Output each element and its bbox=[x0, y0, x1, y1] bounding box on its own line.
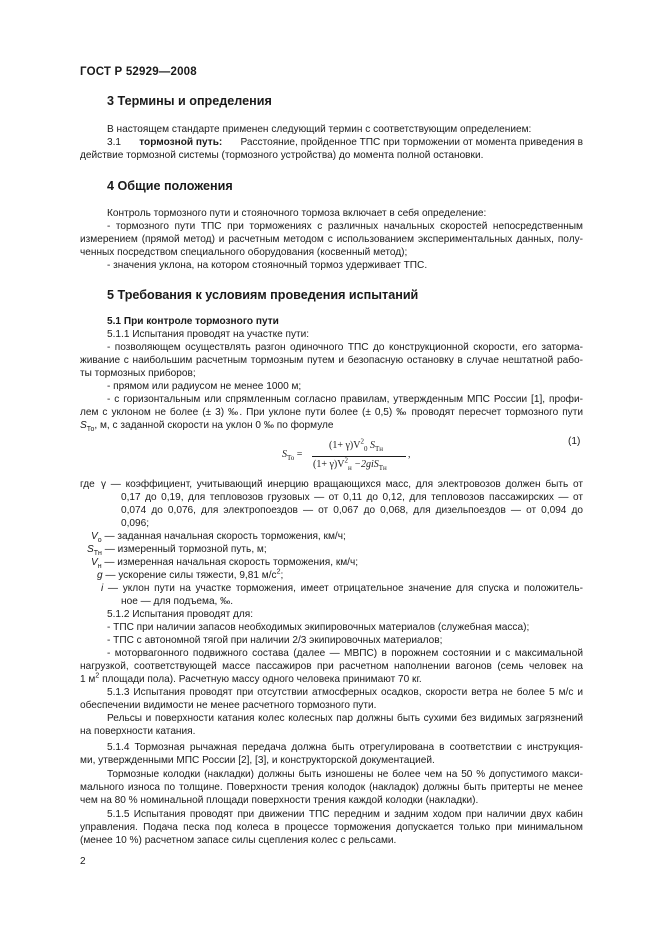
paragraph-line: ми, утвержденными МПС России [2], [3], и конструкторской документацией. bbox=[80, 755, 435, 766]
paragraph-line: Рельсы и поверхности катания колес колесных пар должны быть сухими без видимых загрязнений bbox=[107, 713, 583, 724]
where-line: γ — коэффициент, учитывающий инерцию вращающихся масс, для электровозов должен быть от bbox=[101, 479, 583, 490]
paragraph-line: Контроль тормозного пути и стояночного тормоза включает в себя определение: bbox=[107, 208, 487, 219]
paragraph-line: мального износа по толщине. Поверхности трения колодок (накладок) должны быть притерты не менее bbox=[80, 782, 583, 793]
var: i bbox=[101, 583, 104, 594]
symbol-subscript: То bbox=[86, 426, 95, 434]
var-sub: Тн bbox=[93, 550, 102, 558]
var-sup: 2 bbox=[276, 568, 281, 576]
section-5-title: 5 Требования к условиям проведения испытаний bbox=[107, 288, 419, 302]
var: V bbox=[91, 557, 98, 568]
paragraph-line: (менее 10 %) расчетном запасе силы сцепления колес с рельсами. bbox=[80, 835, 397, 846]
paragraph-line: - значения уклона, на котором стояночный тормоз удерживает ТПС. bbox=[107, 260, 428, 271]
paragraph-line: - позволяющем осуществлять разгон одиночного ТПС до конструкционной скорости, его затормa- bbox=[107, 342, 583, 353]
paragraph-line: Тормозные колодки (накладки) должны быть изношены не более чем на 50 % допустимого макси- bbox=[107, 769, 583, 780]
num-s: S bbox=[367, 440, 375, 451]
where-label: где bbox=[80, 479, 95, 490]
den-sub: н bbox=[347, 464, 352, 472]
page-number: 2 bbox=[80, 856, 86, 867]
paragraph-line: 5.1.2 Испытания проводят для: bbox=[107, 609, 254, 620]
formula-numerator bbox=[329, 437, 383, 453]
where-line bbox=[87, 544, 267, 556]
paragraph-line: - моторвагонного подвижного состава (далее — МВПС) в порожнем состоянии и с максимальной bbox=[107, 648, 583, 659]
paragraph-line: чем на 80 % номинальной площади поверхности трения каждой колодки (накладки). bbox=[80, 795, 479, 806]
symbol-s: S bbox=[80, 420, 87, 431]
formula-lhs bbox=[282, 449, 302, 460]
var-sub: н bbox=[97, 563, 102, 571]
var-text: — ускорение силы тяжести, 9,81 м/с bbox=[102, 570, 277, 581]
paragraph-line: - прямом или радиусом не менее 1000 м; bbox=[107, 381, 302, 392]
paragraph-line: - ТПС при наличии запасов необходимых экипировочных материалов (служебная масса); bbox=[107, 622, 530, 633]
paragraph-line: лем с уклоном не более (± 3) ‰. При уклоне пути более (± 0,5) ‰ проводят пересчет тормозного пути bbox=[80, 407, 583, 418]
paragraph-line: В настоящем стандарте применен следующий термин с соответствующим определением: bbox=[107, 124, 532, 135]
var-text: — измеренная начальная скорость торможения, км/ч; bbox=[101, 557, 359, 568]
den-sup: 2 bbox=[344, 456, 348, 465]
line-text: 1 м bbox=[80, 674, 96, 685]
formula-comma: , bbox=[408, 449, 411, 460]
formula-number: (1) bbox=[568, 436, 581, 447]
paragraph-line: ты тормозных приборов; bbox=[80, 368, 196, 379]
where-line: 0,17 до 0,19, для тепловозов грузовых — от 0,11 до 0,12, для тепловозов пассажирских — от bbox=[121, 492, 583, 503]
paragraph-line: 5.1.4 Тормозная рычажная передача должна быть отрегулирована в соответствии с инструкция- bbox=[107, 742, 583, 753]
superscript: 2 bbox=[95, 672, 100, 680]
where-line bbox=[91, 557, 358, 569]
num-sup: 2 bbox=[360, 437, 364, 446]
var-text: — измеренный тормозной путь, м; bbox=[101, 544, 267, 555]
formula-lhs-symbol: S bbox=[282, 449, 287, 460]
where-line: 0,074 до 0,076, для электропоездов — от 0,067 до 0,068, для дизельпоездов — от 0,094 до bbox=[121, 505, 583, 516]
paragraph-line: живание с наибольшим расчетным тормозным путем и безопасную остановку в случае нештатной рабо- bbox=[80, 355, 583, 366]
den-rest: −2giS bbox=[351, 459, 379, 470]
term-text: Расстояние, пройденное ТПС при торможении от момента приведения в bbox=[240, 137, 583, 148]
paragraph-line: ченных посредством специального оборудования (косвенный метод); bbox=[80, 247, 408, 258]
where-line bbox=[91, 531, 346, 543]
var-sub: о bbox=[97, 537, 102, 545]
line-text: площади пола). Расчетную массу одного человека принимают 70 кг. bbox=[99, 674, 422, 685]
formula-equals: = bbox=[296, 449, 303, 460]
formula-lhs-subscript: То bbox=[287, 454, 295, 462]
term-name: тормозной путь: bbox=[139, 137, 223, 148]
paragraph-line: 5.1.3 Испытания проводят при отсутствии атмосферных осадков, скорости ветра не более 5 м/с и bbox=[107, 687, 583, 698]
line-text: , м, с заданной скорости на уклон 0 ‰ по формуле bbox=[94, 420, 334, 431]
paragraph-line: управления. Подача песка под колеса в процессе торможения допускается только при минимальном bbox=[80, 822, 583, 833]
term-number: 3.1 bbox=[107, 137, 122, 148]
formula-denominator bbox=[313, 456, 387, 472]
paragraph-line bbox=[80, 674, 422, 686]
den-text: (1+ γ)V bbox=[313, 459, 345, 470]
var-end: ; bbox=[280, 570, 284, 581]
term-definition-line bbox=[107, 137, 583, 149]
paragraph-line: измерением (прямой метод) и расчетным методом с использованием экспериментальных данных, полу- bbox=[80, 234, 583, 245]
num-sub: 0 bbox=[363, 445, 368, 453]
var: V bbox=[91, 531, 98, 542]
section-4-title: 4 Общие положения bbox=[107, 179, 233, 193]
where-line: 0,096; bbox=[121, 518, 150, 529]
where-line bbox=[97, 570, 283, 582]
fraction-bar bbox=[312, 456, 406, 457]
paragraph-line bbox=[80, 420, 334, 432]
standard-header: ГОСТ Р 52929—2008 bbox=[80, 66, 197, 78]
paragraph-line: действие тормозной системы (тормозного устройства) до момента полной остановки. bbox=[80, 150, 484, 161]
num-s-sub: Тн bbox=[374, 445, 383, 453]
paragraph-line: обеспечении видимости не менее расчетного тормозного пути. bbox=[80, 700, 377, 711]
den-rest-sub: Тн bbox=[378, 464, 387, 472]
paragraph-line: на поверхности катания. bbox=[80, 726, 196, 737]
section-3-title: 3 Термины и определения bbox=[107, 94, 272, 108]
var-text: — уклон пути на участке торможения, имеет отрицательное значение для спуска и положитель- bbox=[103, 583, 583, 594]
var: g bbox=[97, 570, 103, 581]
var: S bbox=[87, 544, 94, 555]
paragraph-line: 5.1.1 Испытания проводят на участке пути: bbox=[107, 329, 310, 340]
paragraph-line: - тормозного пути ТПС при торможениях с различных начальных скоростей непосредственным bbox=[107, 221, 583, 232]
where-line: ное — для подъема, ‰. bbox=[121, 596, 234, 607]
subsection-title: 5.1 При контроле тормозного пути bbox=[107, 316, 279, 327]
paragraph-line: - ТПС с автономной тягой при наличии 2/3 экипировочных материалов; bbox=[107, 635, 443, 646]
paragraph-line: 5.1.5 Испытания проводят при движении ТПС передним и задним ходом при наличии двух кабин bbox=[107, 809, 583, 820]
where-line bbox=[101, 583, 583, 595]
num-text: (1+ γ)V bbox=[329, 440, 361, 451]
var-text: — заданная начальная скорость торможения, км/ч; bbox=[101, 531, 346, 542]
paragraph-line: - с горизонтальным или спрямленным согласно правилам, утвержденным МПС России [1], профи- bbox=[107, 394, 583, 405]
paragraph-line: нагрузкой, соответствующей массе пассажиров при расчетном наполнении вагонов (семь человек на bbox=[80, 661, 583, 672]
